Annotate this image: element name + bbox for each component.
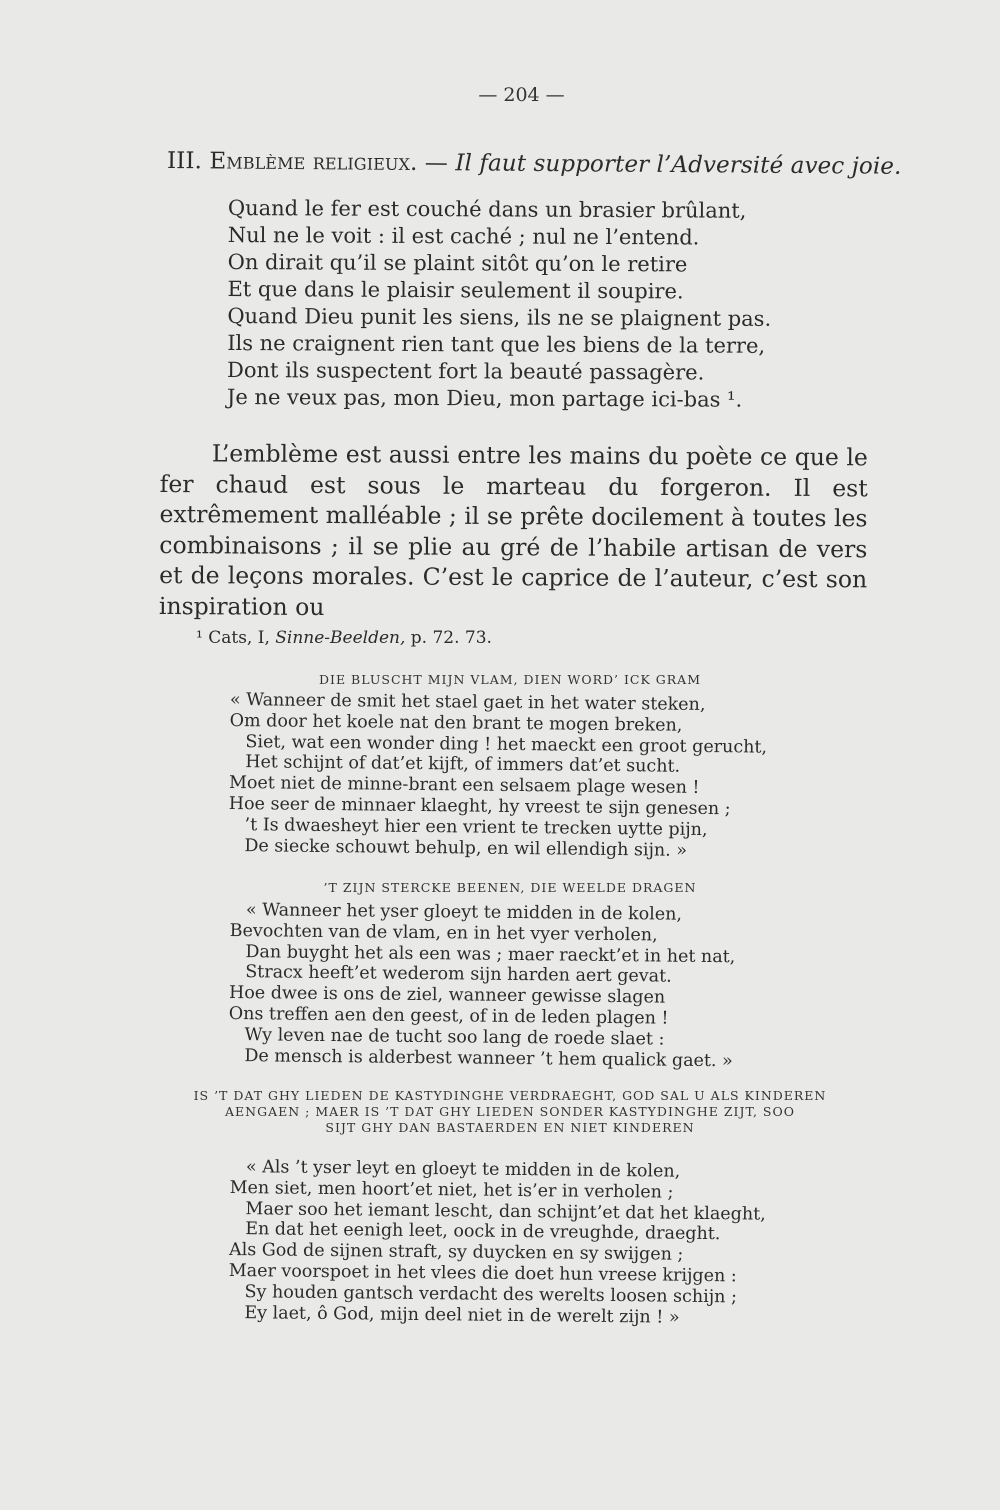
section-number: III. bbox=[166, 148, 203, 175]
verse-line: Dan buyght het als een was ; maer raeckt’et in het nat, bbox=[245, 941, 736, 967]
section-label: Emblème religieux. bbox=[209, 148, 418, 176]
dutch-stanza bbox=[228, 690, 830, 863]
verse-line: Ons treffen aen den geest, of in de leden plagen ! bbox=[228, 1003, 669, 1029]
verse-line: Maer voorspoet in het vlees die doet hun vreese krijgen : bbox=[228, 1260, 737, 1287]
motto-line: ’T ZIJN STERCKE BEENEN, DIE WEELDE DRAGEN bbox=[323, 880, 697, 895]
verse-line: Het schijnt of dat’et kijft, of immers dat’et sucht. bbox=[245, 752, 681, 778]
verse-line: Hoe dwee is ons de ziel, wanneer gewisse slagen bbox=[228, 983, 666, 1008]
verse-line: Maer soo het iemant lescht, dan schijnt’et dat het klaeght, bbox=[245, 1198, 766, 1225]
verse-line: Hoe seer de minnaer klaeght, hy vreest te sijn genesen ; bbox=[228, 793, 731, 820]
stanza-motto bbox=[0, 1088, 1000, 1136]
verse-line: Men siet, men hoort’et niet, het is’er in verholen ; bbox=[229, 1177, 674, 1203]
poem-line: On dirait qu’il se plaint sitôt qu’on le retire bbox=[227, 249, 688, 277]
poem-line: Quand le fer est couché dans un brasier brûlant, bbox=[227, 195, 747, 223]
verse-line: « Wanneer het yser gloeyt te midden in de kolen, bbox=[245, 900, 683, 925]
verse-line: Stracx heeft’et wederom sijn harden aert gevat. bbox=[245, 962, 672, 988]
verse-line: Ey laet, ô God, mijn deel niet in de werelt zijn ! » bbox=[244, 1302, 680, 1328]
motto-line: AENGAEN ; MAER IS ’T DAT GHY LIEDEN SONDER KASTYDINGHE ZIJT, SOO bbox=[225, 1104, 795, 1119]
motto-line: IS ’T DAT GHY LIEDEN DE KASTYDINGHE VERDRAEGHT, GOD SAL U ALS KINDEREN bbox=[193, 1088, 827, 1103]
verse-line: De siecke schouwt behulp, en wil ellendigh sijn. » bbox=[244, 835, 688, 861]
verse-line: Siet, wat een wonder ding ! het maeckt een groot gerucht, bbox=[245, 731, 768, 758]
page-number: — 204 — bbox=[478, 84, 565, 106]
verse-line: ’t Is dwaesheyt hier een vrient te trecken uytte pijn, bbox=[244, 814, 708, 840]
dutch-stanza bbox=[228, 1157, 830, 1330]
verse-line: En dat het eenigh leet, oock in de vreughde, draeght. bbox=[245, 1219, 721, 1245]
poem-line: Ils ne craignent rien tant que les biens de la terre, bbox=[227, 330, 766, 358]
motto-line: DIE BLUSCHT MIJN VLAM, DIEN WORD’ ICK GRAM bbox=[318, 672, 701, 687]
footnote-reference bbox=[196, 628, 492, 648]
stanza-motto bbox=[0, 880, 1000, 895]
heading-dash: — bbox=[417, 149, 456, 177]
poem-line: Dont ils suspectent fort la beauté passagère. bbox=[227, 357, 705, 385]
section-title: Il faut supporter l’Adversité avec joie. bbox=[455, 150, 902, 180]
poem-line: Et que dans le plaisir seulement il soupire. bbox=[227, 276, 684, 304]
motto-line: SIJT GHY DAN BASTAERDEN EN NIET KINDEREN bbox=[325, 1120, 695, 1135]
dutch-stanza bbox=[228, 900, 830, 1073]
verse-line: Als God de sijnen straft, sy duycken en sy swijgen ; bbox=[228, 1240, 684, 1265]
verse-line: Wy leven nae de tucht soo lang de roede slaet : bbox=[244, 1024, 665, 1050]
footnote-work: Sinne-Beelden, bbox=[275, 628, 406, 648]
section-heading bbox=[166, 148, 902, 180]
paragraph-text: L’emblème est aussi entre les mains du poète ce que le fer chaud est sous le marteau du forgeron. Il est extrêmement malléable ; il se prête docilement à toutes les combinaisons ; il se plie au gré de l’habile artisan de vers et de leçons morales. C’est le caprice de l’auteur, c’est son inspiration ou bbox=[158, 439, 868, 621]
french-poem bbox=[227, 195, 788, 414]
verse-line: Om door het koele nat den brant te mogen breken, bbox=[229, 710, 683, 736]
verse-line: De mensch is alderbest wanneer ’t hem qualick gaet. » bbox=[244, 1045, 733, 1071]
poem-line: Je ne veux pas, mon Dieu, mon partage ici-bas ¹. bbox=[226, 384, 743, 412]
verse-line: « Wanneer de smit het stael gaet in het water steken, bbox=[229, 690, 706, 715]
verse-line: Moet niet de minne-brant een selsaem plage wesen ! bbox=[228, 773, 700, 799]
poem-line: Quand Dieu punit les siens, ils ne se plaignent pas. bbox=[227, 303, 772, 331]
verse-line: Sy houden gantsch verdacht des werelts loosen schijn ; bbox=[244, 1281, 738, 1308]
stanza-motto bbox=[0, 672, 1000, 687]
body-paragraph bbox=[159, 438, 868, 625]
poem-line: Nul ne le voit : il est caché ; nul ne l’entend. bbox=[227, 222, 700, 250]
verse-line: Bevochten van de vlam, en in het vyer verholen, bbox=[229, 920, 658, 946]
footnote-mark: ¹ Cats, I, bbox=[196, 628, 276, 648]
verse-line: « Als ’t yser leyt en gloeyt te midden in de kolen, bbox=[245, 1157, 681, 1182]
footnote-pages: p. 72. 73. bbox=[405, 628, 492, 648]
